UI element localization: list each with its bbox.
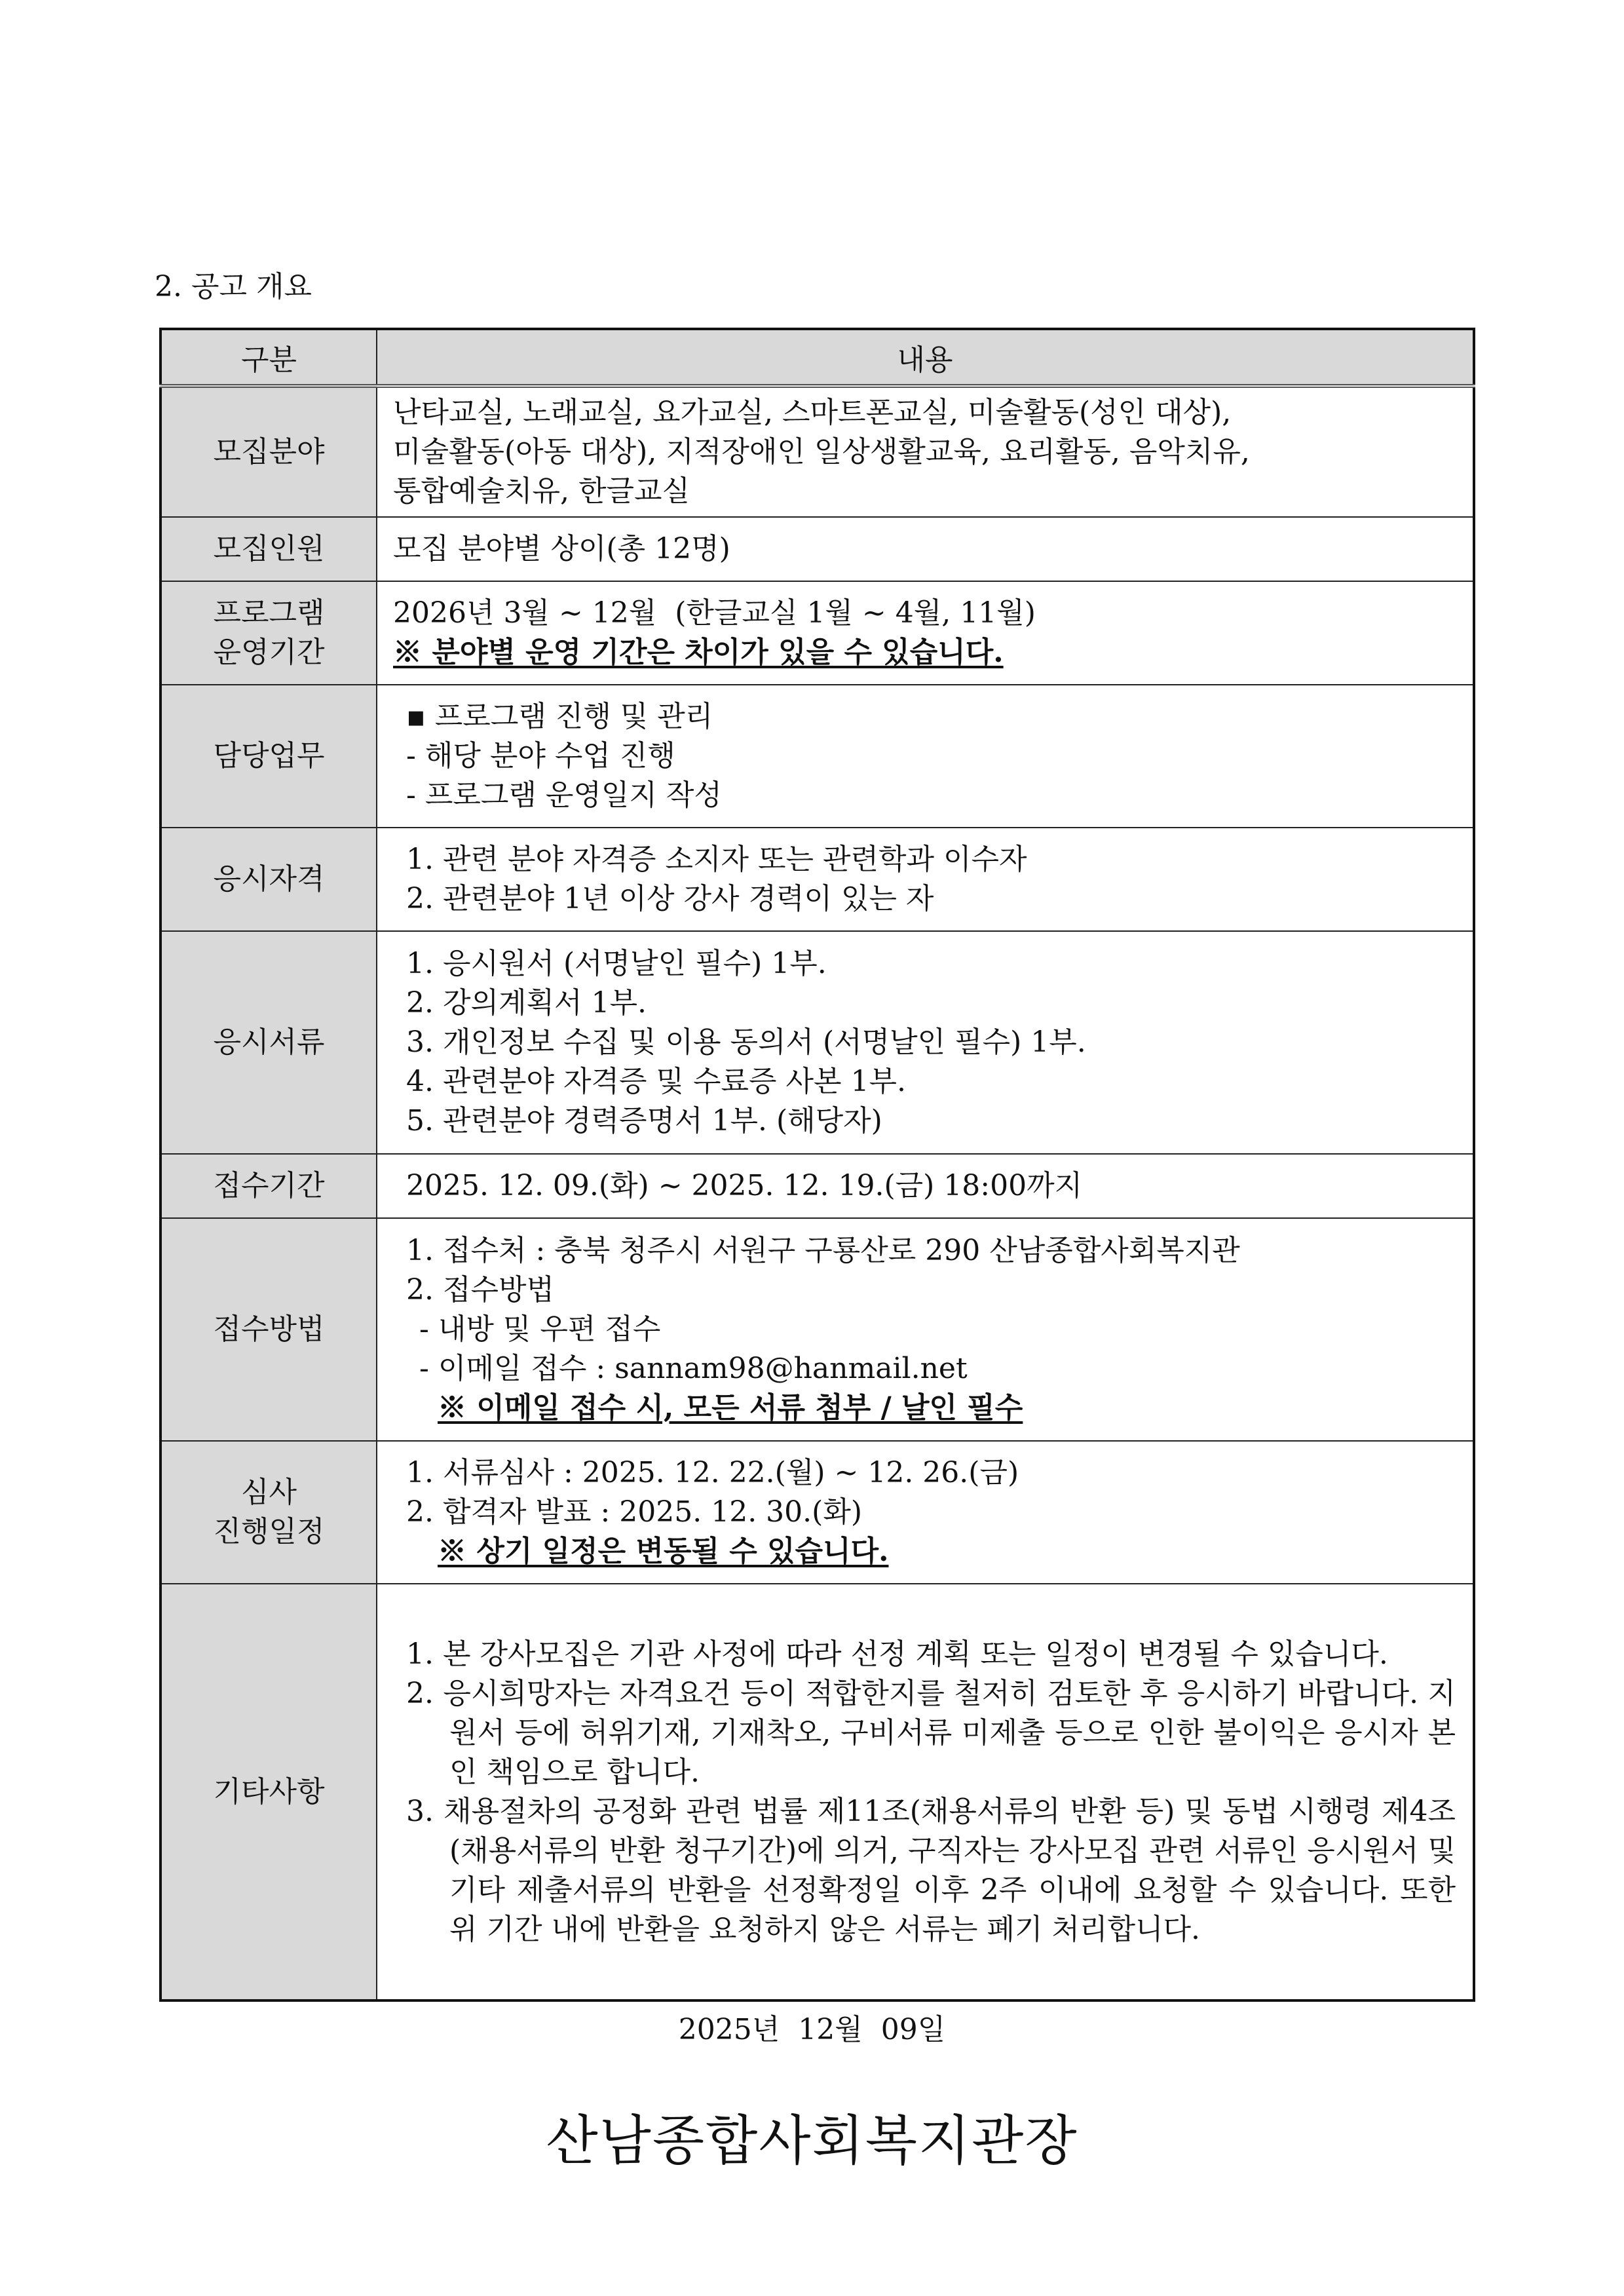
content-line: 4. 관련분야 자격증 및 수료증 사본 1부. <box>406 1065 906 1098</box>
announcement-date: 2025년 12월 09일 <box>678 2013 946 2046</box>
content-line: ▪ 프로그램 진행 및 관리 <box>406 700 713 733</box>
issuer-signature: 산남종합사회복지관장 <box>546 2110 1078 2172</box>
content-item: 1. 본 강사모집은 기관 사정에 따라 선정 계획 또는 일정이 변경될 수 있습니다. <box>406 1637 1388 1671</box>
row-label-program-period <box>161 581 377 685</box>
row-content-qualification <box>377 828 1474 931</box>
label-text: 응시서류 <box>213 1025 325 1059</box>
schedule-note: ※ 상기 일정은 변동될 수 있습니다. <box>438 1535 889 1568</box>
row-label-recruit-field <box>161 386 377 517</box>
period-note: ※ 분야별 운영 기간은 차이가 있을 수 있습니다. <box>393 636 1004 669</box>
table-row <box>161 386 1474 517</box>
content-line: 난타교실, 노래교실, 요가교실, 스마트폰교실, 미술활동(성인 대상), <box>393 396 1232 429</box>
row-label-review-schedule <box>161 1441 377 1584</box>
content-line: - 이메일 접수 : sannam98@hanmail.net <box>419 1352 968 1385</box>
row-content-other <box>377 1584 1474 2000</box>
row-content-submission-method <box>377 1218 1474 1441</box>
label-text: 진행일정 <box>213 1515 325 1548</box>
content-line: 통합예술치유, 한글교실 <box>393 474 690 508</box>
header-category: 구분 <box>161 329 377 386</box>
content-line: - 해당 분야 수업 진행 <box>406 739 675 773</box>
table-row <box>161 517 1474 581</box>
table-row <box>161 1584 1474 2000</box>
row-label-duties <box>161 685 377 828</box>
content-line: 2. 관련분야 1년 이상 강사 경력이 있는 자 <box>406 882 934 915</box>
row-content-program-period <box>377 581 1474 685</box>
content-line: 1. 응시원서 (서명날인 필수) 1부. <box>406 947 827 980</box>
table-row <box>161 581 1474 685</box>
content-line: 2. 합격자 발표 : 2025. 12. 30.(화) <box>406 1495 862 1529</box>
label-text: 응시자격 <box>213 862 325 896</box>
content-item: 3. 채용절차의 공정화 관련 법률 제11조(채용서류의 반환 등) 및 동법 시행령 제4조(채용서류의 반환 청구기간)에 의거, 구직자는 강사모집 관련 서류인 응시원서 및 기타 제출서류의 반환을 선정확정일 이후 2주 이내에 요청할 수 있습니다. 또한 위 기간 내에 반환을 요청하지 않은 서류는 폐기 처리합니다. <box>406 1794 1456 1946</box>
label-text: 모집분야 <box>213 435 325 469</box>
content-item: 2. 응시희망자는 자격요건 등이 적합한지를 철저히 검토한 후 응시하기 바랍니다. 지원서 등에 허위기재, 기재착오, 구비서류 미제출 등으로 인한 불이익은 응시자 본인 책임으로 합니다. <box>406 1676 1456 1789</box>
table-row <box>161 1218 1474 1441</box>
row-content-recruit-count <box>377 517 1474 581</box>
row-content-submission-period <box>377 1154 1474 1218</box>
content-line: 1. 서류심사 : 2025. 12. 22.(월) ~ 12. 26.(금) <box>406 1456 1019 1489</box>
content-line: - 내방 및 우편 접수 <box>419 1312 661 1346</box>
email-note: ※ 이메일 접수 시, 모든 서류 첨부 / 날인 필수 <box>438 1391 1023 1425</box>
row-label-recruit-count <box>161 517 377 581</box>
content-line: 2026년 3월 ~ 12월 (한글교실 1월 ~ 4월, 11월) <box>393 596 1036 630</box>
table-row <box>161 931 1474 1154</box>
row-label-submission-period <box>161 1154 377 1218</box>
overview-table <box>159 328 1475 2002</box>
content-line: 5. 관련분야 경력증명서 1부. (해당자) <box>406 1104 882 1138</box>
label-text: 기타사항 <box>213 1774 325 1808</box>
table-row <box>161 828 1474 931</box>
content-line: 1. 관련 분야 자격증 소지자 또는 관련학과 이수자 <box>406 843 1027 876</box>
label-text: 모집인원 <box>213 532 325 565</box>
row-content-review-schedule <box>377 1441 1474 1584</box>
content-line: 2. 접수방법 <box>406 1273 554 1307</box>
row-label-submission-method <box>161 1218 377 1441</box>
header-content: 내용 <box>377 329 1474 386</box>
label-text: 접수방법 <box>213 1312 325 1346</box>
label-text: 접수기간 <box>213 1169 325 1202</box>
content-line: 3. 개인정보 수집 및 이용 동의서 (서명날인 필수) 1부. <box>406 1025 1086 1059</box>
content-line: - 프로그램 운영일지 작성 <box>406 778 722 812</box>
table-row <box>161 685 1474 828</box>
content-line: 2025. 12. 09.(화) ~ 2025. 12. 19.(금) 18:00까지 <box>406 1169 1083 1202</box>
content-line: 모집 분야별 상이(총 12명) <box>393 532 730 565</box>
content-line: 2. 강의계획서 1부. <box>406 986 647 1020</box>
row-content-documents <box>377 931 1474 1154</box>
row-label-other <box>161 1584 377 2000</box>
label-text: 담당업무 <box>213 739 325 773</box>
table-row <box>161 1154 1474 1218</box>
label-text: 심사 <box>240 1476 297 1509</box>
row-content-recruit-field <box>377 386 1474 517</box>
row-label-documents <box>161 931 377 1154</box>
table-row <box>161 1441 1474 1584</box>
table-header-row <box>161 329 1474 386</box>
content-line: 미술활동(아동 대상), 지적장애인 일상생활교육, 요리활동, 음악치유, <box>393 435 1250 469</box>
label-text: 운영기간 <box>213 636 325 669</box>
row-content-duties <box>377 685 1474 828</box>
section-title: 2. 공고 개요 <box>155 270 312 303</box>
content-line: 1. 접수처 : 충북 청주시 서원구 구룡산로 290 산남종합사회복지관 <box>406 1234 1240 1267</box>
label-text: 프로그램 <box>213 596 325 630</box>
row-label-qualification <box>161 828 377 931</box>
